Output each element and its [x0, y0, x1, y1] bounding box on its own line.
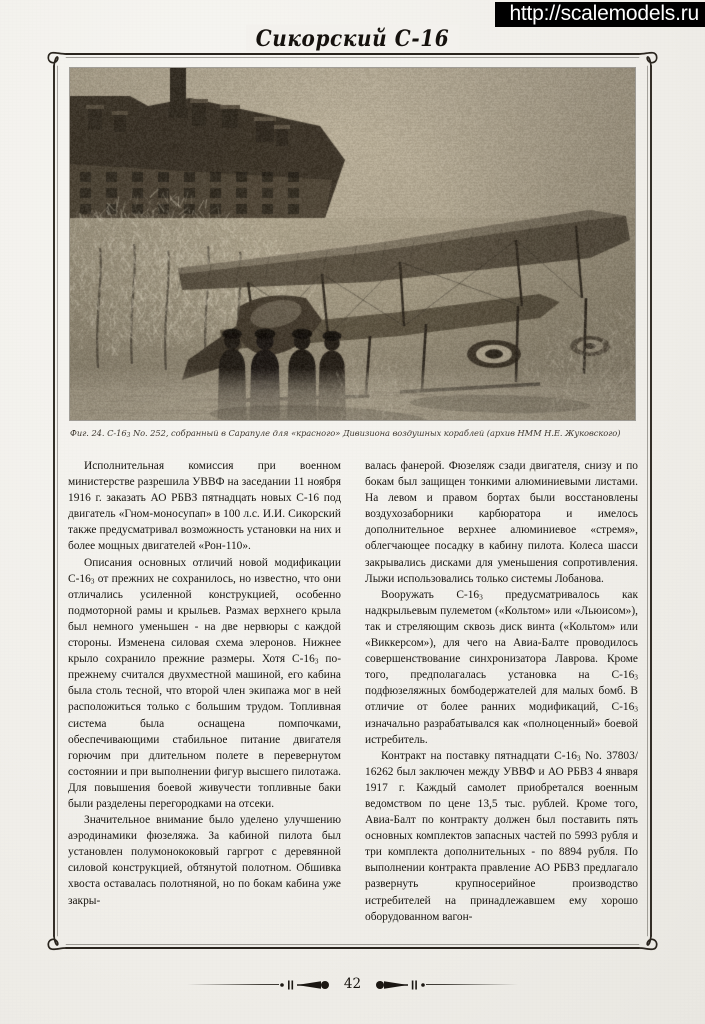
paragraph: Исполнительная комиссия при военном министерстве разрешила УВВФ на заседании 11 ноября 1916 г. заказать АО РБВЗ пятнадцать новых С-16 под двигатель «Гном-моносупап» в 100 л.с. И.И. Сикорский также предусматривал возможность установки на них и более мощных двигателей «Рон-110».	[68, 460, 341, 553]
page-footer	[0, 972, 705, 993]
footer-rule-right	[426, 984, 518, 985]
paragraph: Описания основных отличий новой модификации $С-16_3$ от прежних не сохранилось, но известно, что они отличались усиленной конструкцией, особенно подмоторной рамы и крыльев. Размах верхнего крыла был немного уменьшен - на две нервюры с каждой стороны. Изменена силовая схема элеронов. Нижнее крыло сохранило прежние размеры. Хотя $С-16_3$ по-прежнему считался двухместной машиной, его кабина была столь тесной, что второй член экипажа мог в ней расположиться только с большим трудом. Топливная система была оснащена помпочками, обеспечивающими стабильное питание двигателя горючим при длительном полете в перевернутом состоянии и при выполнении фигур высшего пилотажа. Для повышения боевой живучести топливные баки были разделены перегородками на отсеки.	[68, 556, 341, 810]
paragraph: Значительное внимание было уделено улучшению аэродинамики фюзеляжа. За кабиной пилота был установлен полумонококовый гаргрот с деревянной силовой конструкцией, обтянутой полотном. Обшивка хвоста оставалась полотняной, но по бокам кабина уже закры-	[68, 814, 341, 907]
paragraph: Вооружать $С-16_3$ предусматривалось как надкрыльевым пулеметом («Кольтом» или «Льюисом»), так и стреляющим сквозь диск винта («Кольтом» или «Виккерсом»), для чего на Авиа-Балте проводилось совершенствование синхронизатора Лаврова. Кроме того, предполагалась установка на $С-16_3$ подфюзеляжных бомбодержателей для малых бомб. В отличие от более ранних модификаций, $С-16_3$ изначально разрабатывался как «полноценный» боевой истребитель.	[365, 588, 638, 746]
footer-ornament-left	[279, 978, 337, 992]
page-title: Сикорский С-16	[246, 25, 460, 52]
footer-rule-left	[187, 984, 279, 985]
page-number: 42	[343, 975, 362, 992]
figure-photograph	[70, 68, 635, 420]
paragraph: Контракт на поставку пятнадцати $С-16_3$ No. 37803/ 16262 был заключен между УВВФ и АО РБВЗ 4 января 1917 г. Каждый самолет приобретался военным ведомством по цене 13,5 тыс. рублей. Кроме того, Авиа-Балт по контракту должен был поставить пять основных комплектов запасных частей по 5993 рубля и три комплекта дополнительных - по 8894 рубля. По выполнении контракта правление АО РБВЗ предлагало развернуть крупносерийное производство истребителей на принадлежавшем ему хорошо оборудованном вагон-	[365, 749, 638, 923]
page-header	[0, 26, 705, 50]
right-column	[365, 458, 638, 942]
left-column	[68, 458, 341, 942]
footer-ornament-right	[368, 978, 426, 992]
body-columns	[68, 458, 638, 942]
paragraph: валась фанерой. Фюзеляж сзади двигателя, снизу и по бокам был защищен тонкими алюминиевыми листами. На левом и правом бортах были восстановлены воздухозаборники карбюратора и имелось дополнительное верхнее алюминиевое «стремя», облегчающее посадку в кабину пилота. Колеса шасси закрывались дисками для уменьшения сопротивления. Лыжи использовались только системы Лобанова.	[365, 460, 638, 585]
site-watermark: http://scalemodels.ru	[495, 2, 705, 27]
photo-image	[70, 68, 635, 420]
figure-caption: Фиг. 24. $С-16_3$ No. 252, собранный в Сарапуле для «красного» Дивизиона воздушных кораблей (архив НММ Н.Е. Жуковского)	[70, 428, 621, 440]
